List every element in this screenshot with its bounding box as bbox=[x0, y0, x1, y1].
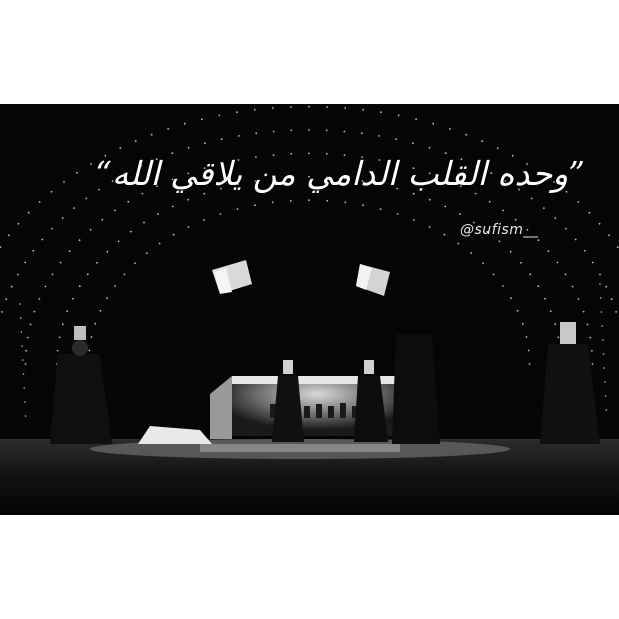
dome-light-dot bbox=[554, 217, 556, 219]
dome-light-dot bbox=[557, 262, 559, 264]
dome-light-dot bbox=[499, 241, 501, 243]
dome-light-dot bbox=[85, 198, 87, 200]
dome-light-dot bbox=[130, 231, 132, 233]
dome-light-dot bbox=[172, 206, 174, 208]
dome-light-dot bbox=[444, 206, 446, 208]
dervish-figure-far-right bbox=[540, 322, 600, 444]
dome-light-dot bbox=[127, 201, 129, 203]
dome-light-dot bbox=[588, 212, 590, 214]
dome-light-dot bbox=[41, 239, 43, 241]
dome-light-dot bbox=[599, 274, 601, 276]
dome-light-dot bbox=[603, 353, 605, 355]
dome-light-dot bbox=[444, 234, 446, 236]
dome-light-dot bbox=[344, 107, 346, 109]
dome-light-dot bbox=[599, 283, 601, 285]
dome-light-dot bbox=[606, 409, 608, 411]
dome-light-dot bbox=[62, 323, 64, 325]
dome-light-dot bbox=[544, 298, 546, 300]
dome-light-dot bbox=[34, 311, 36, 313]
dome-light-dot bbox=[601, 311, 603, 313]
dome-light-dot bbox=[59, 337, 61, 339]
dome-light-dot bbox=[238, 135, 240, 137]
dome-light-dot bbox=[395, 138, 397, 140]
dome-light-dot bbox=[608, 234, 610, 236]
dome-light-dot bbox=[106, 297, 108, 299]
dome-light-dot bbox=[577, 201, 579, 203]
dome-light-dot bbox=[529, 273, 531, 275]
dome-light-dot bbox=[94, 323, 96, 325]
dome-light-dot bbox=[457, 243, 459, 245]
dome-light-dot bbox=[21, 345, 23, 347]
dome-light-dot bbox=[497, 147, 499, 149]
dome-light-dot bbox=[119, 147, 121, 149]
dome-light-dot bbox=[57, 350, 59, 352]
dome-light-dot bbox=[88, 350, 90, 352]
dome-light-dot bbox=[114, 285, 116, 287]
dome-light-dot bbox=[489, 201, 491, 203]
dome-light-dot bbox=[39, 201, 41, 203]
dome-light-dot bbox=[528, 350, 530, 352]
dome-light-dot bbox=[558, 337, 560, 339]
dome-light-dot bbox=[79, 285, 81, 287]
dome-light-dot bbox=[605, 286, 607, 288]
dervish-figure-center-right bbox=[354, 360, 388, 442]
dome-light-dot bbox=[362, 204, 364, 206]
dome-light-dot bbox=[522, 323, 524, 325]
dome-light-dot bbox=[143, 222, 145, 224]
arabic-quote: ”وحده القلب الدامي من يلاقي الله“ bbox=[94, 154, 586, 193]
dome-light-dot bbox=[517, 310, 519, 312]
dome-light-dot bbox=[24, 262, 26, 264]
dome-light-dot bbox=[100, 310, 102, 312]
dome-light-dot bbox=[188, 226, 190, 228]
dome-light-dot bbox=[550, 310, 552, 312]
dome-light-dot bbox=[343, 131, 345, 133]
dome-light-dot bbox=[520, 262, 522, 264]
dome-light-dot bbox=[201, 118, 203, 120]
dome-light-dot bbox=[73, 207, 75, 209]
dome-light-dot bbox=[173, 234, 175, 236]
dome-light-dot bbox=[52, 273, 54, 275]
dervish-figure-left bbox=[50, 326, 112, 444]
dome-light-dot bbox=[601, 325, 603, 327]
dome-light-dot bbox=[482, 263, 484, 265]
author-handle: @sufism__ bbox=[460, 222, 539, 238]
dome-light-dot bbox=[600, 297, 602, 299]
dome-light-dot bbox=[114, 210, 116, 212]
dome-light-dot bbox=[157, 213, 159, 215]
dome-light-dot bbox=[429, 226, 431, 228]
dome-light-dot bbox=[361, 132, 363, 134]
dome-light-dot bbox=[362, 109, 364, 111]
dome-light-dot bbox=[87, 273, 89, 275]
dome-light-dot bbox=[151, 134, 153, 136]
dome-light-dot bbox=[23, 387, 25, 389]
dome-light-dot bbox=[538, 239, 540, 241]
dome-light-dot bbox=[510, 297, 512, 299]
dome-light-dot bbox=[554, 323, 556, 325]
dome-light-dot bbox=[413, 193, 415, 195]
dome-light-dot bbox=[27, 337, 29, 339]
dervish-photo bbox=[0, 104, 619, 515]
dervish-figure-right bbox=[392, 334, 440, 444]
dome-light-dot bbox=[589, 337, 591, 339]
dome-light-dot bbox=[159, 243, 161, 245]
dome-light-dot bbox=[25, 350, 27, 352]
dome-light-dot bbox=[565, 273, 567, 275]
dome-light-dot bbox=[326, 200, 328, 202]
dome-light-dot bbox=[502, 210, 504, 212]
dome-light-dot bbox=[60, 262, 62, 264]
dome-light-dot bbox=[548, 250, 550, 252]
dervish-skirt-white bbox=[138, 426, 212, 444]
dome-light-dot bbox=[603, 367, 605, 369]
dome-light-dot bbox=[118, 241, 120, 243]
dome-light-dot bbox=[604, 381, 606, 383]
dome-light-dot bbox=[592, 262, 594, 264]
dome-light-dot bbox=[62, 217, 64, 219]
dome-light-dot bbox=[17, 274, 19, 276]
dome-light-dot bbox=[290, 106, 292, 108]
dome-light-dot bbox=[526, 336, 528, 338]
dome-light-dot bbox=[255, 132, 257, 134]
dome-light-dot bbox=[326, 106, 328, 108]
dome-light-dot bbox=[575, 239, 577, 241]
dome-light-dot bbox=[290, 130, 292, 132]
dome-light-dot bbox=[617, 246, 619, 248]
dome-light-dot bbox=[272, 202, 274, 204]
dervish-hat-left bbox=[212, 260, 252, 294]
dome-light-dot bbox=[459, 213, 461, 215]
dome-light-dot bbox=[39, 298, 41, 300]
dome-light-dot bbox=[72, 298, 74, 300]
dome-light-dot bbox=[378, 135, 380, 137]
dome-light-dot bbox=[531, 198, 533, 200]
dome-light-dot bbox=[565, 228, 567, 230]
dome-light-dot bbox=[290, 200, 292, 202]
dome-light-dot bbox=[21, 331, 23, 333]
dome-light-dot bbox=[429, 147, 431, 149]
dome-light-dot bbox=[25, 415, 27, 417]
dome-light-dot bbox=[380, 111, 382, 113]
dome-light-dot bbox=[615, 311, 617, 313]
dome-light-dot bbox=[584, 250, 586, 252]
dome-light-dot bbox=[101, 219, 103, 221]
dome-light-dot bbox=[18, 223, 20, 225]
dome-light-dot bbox=[237, 208, 239, 210]
dome-light-dot bbox=[45, 286, 47, 288]
dome-light-dot bbox=[583, 311, 585, 313]
dome-light-dot bbox=[326, 130, 328, 132]
dome-light-dot bbox=[30, 324, 32, 326]
dome-light-dot bbox=[432, 123, 434, 125]
dome-light-dot bbox=[203, 193, 205, 195]
dome-light-dot bbox=[611, 298, 613, 300]
dome-light-dot bbox=[135, 140, 137, 142]
dome-light-dot bbox=[22, 359, 24, 361]
dome-light-dot bbox=[25, 363, 27, 365]
dome-light-dot bbox=[543, 207, 545, 209]
dome-light-dot bbox=[187, 199, 189, 201]
dome-light-dot bbox=[96, 262, 98, 264]
dome-light-dot bbox=[28, 212, 30, 214]
dome-light-dot bbox=[591, 350, 593, 352]
dome-light-dot bbox=[184, 123, 186, 125]
dome-light-dot bbox=[146, 252, 148, 254]
dome-light-dot bbox=[449, 128, 451, 130]
dome-light-dot bbox=[344, 202, 346, 204]
dome-light-dot bbox=[23, 373, 25, 375]
dome-light-dot bbox=[167, 128, 169, 130]
dome-light-dot bbox=[599, 223, 601, 225]
dome-light-dot bbox=[465, 134, 467, 136]
dome-light-dot bbox=[106, 251, 108, 253]
dome-light-dot bbox=[220, 213, 222, 215]
dome-light-dot bbox=[19, 303, 21, 305]
dome-light-dot bbox=[470, 252, 472, 254]
dome-light-dot bbox=[481, 140, 483, 142]
dome-light-dot bbox=[578, 298, 580, 300]
dome-light-dot bbox=[218, 115, 220, 117]
dome-light-dot bbox=[529, 363, 531, 365]
dome-light-dot bbox=[5, 298, 7, 300]
dome-light-dot bbox=[572, 286, 574, 288]
dome-light-dot bbox=[51, 228, 53, 230]
dome-light-dot bbox=[1, 311, 3, 313]
dome-light-dot bbox=[415, 118, 417, 120]
dome-light-dot bbox=[51, 191, 53, 193]
dome-light-dot bbox=[602, 339, 604, 341]
dome-light-dot bbox=[90, 229, 92, 231]
dome-light-dot bbox=[0, 246, 1, 248]
dome-light-dot bbox=[592, 363, 594, 365]
dome-light-dot bbox=[204, 142, 206, 144]
dome-light-dot bbox=[272, 107, 274, 109]
dome-light-dot bbox=[308, 129, 310, 131]
dome-light-dot bbox=[493, 274, 495, 276]
dome-light-dot bbox=[91, 336, 93, 338]
dome-light-dot bbox=[69, 250, 71, 252]
dome-light-dot bbox=[188, 147, 190, 149]
dome-light-dot bbox=[308, 106, 310, 108]
dome-light-dot bbox=[380, 208, 382, 210]
dome-light-dot bbox=[537, 285, 539, 287]
dome-light-dot bbox=[124, 274, 126, 276]
dome-light-dot bbox=[502, 285, 504, 287]
dome-light-dot bbox=[203, 219, 205, 221]
dome-light-dot bbox=[254, 204, 256, 206]
dome-light-dot bbox=[397, 213, 399, 215]
dervish-figure-center-left bbox=[272, 360, 304, 442]
dome-light-dot bbox=[79, 239, 81, 241]
dome-light-dot bbox=[413, 219, 415, 221]
dome-light-dot bbox=[8, 234, 10, 236]
dome-light-dot bbox=[221, 138, 223, 140]
dome-light-dot bbox=[510, 251, 512, 253]
dome-light-dot bbox=[429, 199, 431, 201]
dome-light-dot bbox=[236, 111, 238, 113]
dome-light-dot bbox=[273, 131, 275, 133]
dome-light-dot bbox=[308, 199, 310, 201]
dome-light-dot bbox=[66, 310, 68, 312]
dome-light-dot bbox=[20, 317, 22, 319]
dome-light-dot bbox=[412, 142, 414, 144]
dome-light-dot bbox=[11, 286, 13, 288]
dome-light-dot bbox=[587, 324, 589, 326]
dome-light-dot bbox=[605, 395, 607, 397]
dome-light-dot bbox=[515, 219, 517, 221]
dome-light-dot bbox=[32, 250, 34, 252]
dome-light-dot bbox=[134, 263, 136, 265]
dome-light-dot bbox=[24, 401, 26, 403]
dome-light-dot bbox=[254, 109, 256, 111]
dome-light-dot bbox=[398, 115, 400, 117]
dervish-hat-right bbox=[356, 264, 390, 296]
